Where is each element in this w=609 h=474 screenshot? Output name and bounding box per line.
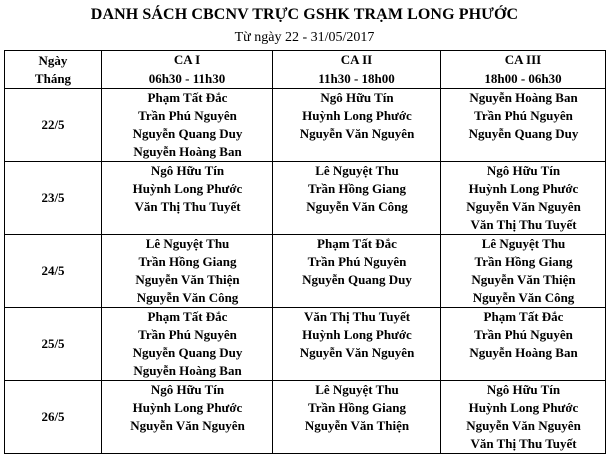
staff-name: Lê Nguyệt Thu (315, 382, 399, 397)
shift-2-staff-cell (273, 235, 441, 254)
shift-1-staff-cell (102, 107, 273, 125)
shift-1-staff-cell (102, 308, 273, 327)
staff-name: Nguyễn Hoàng Ban (133, 363, 242, 378)
page-title: DANH SÁCH CBCNV TRỰC GSHK TRẠM LONG PHƯỚC (90, 6, 519, 23)
staff-name: Huỳnh Long Phước (468, 400, 579, 415)
staff-name: Văn Thị Thu Tuyết (470, 436, 577, 451)
shift-1-staff-cell (102, 143, 273, 162)
staff-name: Phạm Tất Đắc (483, 309, 564, 324)
date-cell: 25/5 (5, 308, 102, 381)
staff-name: Trần Phú Nguyên (138, 108, 237, 123)
date-range-subtitle: Từ ngày 22 - 31/05/2017 (234, 30, 375, 45)
staff-name: Huỳnh Long Phước (468, 181, 579, 196)
staff-name: Nguyễn Văn Nguyên (299, 345, 415, 360)
date-cell: 26/5 (5, 381, 102, 454)
staff-name: Trần Phú Nguyên (138, 327, 237, 342)
shift-3-staff-cell (441, 198, 606, 216)
staff-name: Nguyễn Hoàng Ban (469, 90, 578, 105)
shift-2-name: CA II (273, 51, 441, 70)
shift-3-staff-cell (441, 344, 606, 362)
staff-name: Trần Phú Nguyên (307, 254, 407, 269)
shift-1-staff-cell (102, 271, 273, 289)
shift-3-staff-cell (441, 107, 606, 125)
staff-name: Lê Nguyệt Thu (145, 236, 230, 251)
staff-name: Nguyễn Quang Duy (302, 272, 412, 287)
staff-name: Nguyễn Văn Nguyên (466, 199, 581, 214)
staff-name: Ngô Hữu Tín (150, 382, 225, 397)
shift-1-staff-cell (102, 216, 273, 235)
staff-name: Trần Hồng Giang (307, 400, 406, 415)
shift-1-staff-cell (102, 235, 273, 254)
staff-name: Trần Phú Nguyên (474, 327, 573, 342)
staff-name: Trần Hồng Giang (474, 254, 573, 269)
shift-2-staff-cell (273, 417, 441, 435)
shift-1-staff-cell (102, 198, 273, 216)
shift-2-staff-cell (273, 216, 441, 235)
shift-1-staff-cell (102, 417, 273, 435)
shift-3-staff-cell (441, 308, 606, 327)
shift-3-staff-cell (441, 326, 606, 344)
duty-schedule-table (4, 50, 606, 454)
shift-2-staff-cell (273, 162, 441, 181)
staff-name: Phạm Tất Đắc (317, 236, 397, 251)
shift-1-staff-cell (102, 289, 273, 308)
shift-2-staff-cell (273, 308, 441, 327)
shift-2-staff-cell (273, 253, 441, 271)
shift-1-staff-cell (102, 362, 273, 381)
staff-name: Nguyễn Văn Công (136, 290, 239, 305)
staff-name: Ngô Hữu Tín (150, 163, 225, 178)
staff-name: Nguyễn Hoàng Ban (133, 144, 242, 159)
shift-3-staff-cell (441, 362, 606, 381)
staff-name: Văn Thị Thu Tuyết (303, 309, 411, 324)
shift-2-staff-cell (273, 107, 441, 125)
staff-name: Phạm Tất Đắc (147, 90, 228, 105)
staff-name: Nguyễn Văn Nguyên (466, 418, 581, 433)
staff-name: Trần Hồng Giang (138, 254, 237, 269)
month-label: Tháng (34, 70, 72, 86)
shift-1-time: 06h30 - 11h30 (102, 69, 273, 89)
shift-3-name: CA III (441, 51, 606, 70)
shift-1-staff-cell (102, 125, 273, 143)
staff-name: Huỳnh Long Phước (132, 181, 243, 196)
staff-name: Nguyễn Văn Thiện (471, 272, 576, 287)
staff-name: Nguyễn Văn Thiện (304, 418, 410, 433)
schedule-body (5, 89, 606, 454)
shift-2-staff-cell (273, 344, 441, 362)
shift-2-staff-cell (273, 435, 441, 454)
staff-name: Nguyễn Quang Duy (468, 126, 579, 141)
staff-name: Lê Nguyệt Thu (315, 163, 399, 178)
shift-1-staff-cell (102, 381, 273, 400)
shift-3-staff-cell (441, 235, 606, 254)
shift-2-staff-cell (273, 362, 441, 381)
staff-name: Nguyễn Văn Nguyên (130, 418, 245, 433)
shift-2-staff-cell (273, 271, 441, 289)
shift-3-staff-cell (441, 143, 606, 162)
staff-name: Ngô Hữu Tín (320, 90, 394, 105)
staff-name: Nguyễn Văn Thiện (135, 272, 240, 287)
staff-name: Nguyễn Văn Công (306, 199, 408, 214)
shift-3-staff-cell (441, 125, 606, 143)
shift-2-staff-cell (273, 381, 441, 400)
shift-2-staff-cell (273, 89, 441, 108)
staff-name: Nguyễn Quang Duy (132, 126, 243, 141)
staff-name: Lê Nguyệt Thu (481, 236, 566, 251)
shift-2-time: 11h30 - 18h00 (273, 69, 441, 89)
table-row (5, 381, 606, 400)
date-cell: 23/5 (5, 162, 102, 235)
shift-2-staff-cell (273, 180, 441, 198)
shift-3-staff-cell (441, 399, 606, 417)
staff-name: Trần Phú Nguyên (474, 108, 573, 123)
header-row (5, 51, 606, 70)
table-row (5, 308, 606, 327)
date-cell: 24/5 (5, 235, 102, 308)
staff-name: Ngô Hữu Tín (486, 382, 561, 397)
staff-name: Nguyễn Văn Nguyên (299, 126, 415, 141)
staff-name: Nguyễn Văn Công (472, 290, 575, 305)
staff-name: Văn Thị Thu Tuyết (470, 217, 577, 232)
shift-1-staff-cell (102, 89, 273, 108)
staff-name: Văn Thị Thu Tuyết (134, 199, 241, 214)
shift-2-staff-cell (273, 289, 441, 308)
date-cell: 22/5 (5, 89, 102, 162)
staff-name: Huỳnh Long Phước (302, 327, 412, 342)
shift-1-staff-cell (102, 253, 273, 271)
shift-1-staff-cell (102, 162, 273, 181)
shift-2-staff-cell (273, 143, 441, 162)
shift-3-staff-cell (441, 253, 606, 271)
shift-3-time: 18h00 - 06h30 (441, 69, 606, 89)
staff-name: Ngô Hữu Tín (486, 163, 561, 178)
shift-3-staff-cell (441, 216, 606, 235)
staff-name: Huỳnh Long Phước (302, 108, 412, 123)
shift-1-staff-cell (102, 399, 273, 417)
shift-1-name: CA I (102, 51, 273, 70)
shift-1-staff-cell (102, 435, 273, 454)
shift-3-staff-cell (441, 381, 606, 400)
staff-name: Nguyễn Hoàng Ban (469, 345, 578, 360)
shift-1-staff-cell (102, 326, 273, 344)
shift-3-staff-cell (441, 435, 606, 454)
shift-3-staff-cell (441, 89, 606, 108)
shift-1-staff-cell (102, 180, 273, 198)
shift-1-staff-cell (102, 344, 273, 362)
staff-name: Nguyễn Quang Duy (132, 345, 243, 360)
day-label: Ngày (38, 52, 68, 68)
shift-2-staff-cell (273, 399, 441, 417)
shift-3-staff-cell (441, 162, 606, 181)
shift-2-staff-cell (273, 198, 441, 216)
shift-3-staff-cell (441, 271, 606, 289)
table-row (5, 89, 606, 108)
shift-3-staff-cell (441, 180, 606, 198)
shift-3-staff-cell (441, 289, 606, 308)
table-row (5, 162, 606, 181)
staff-name: Huỳnh Long Phước (132, 400, 243, 415)
shift-3-staff-cell (441, 417, 606, 435)
staff-name: Trần Hồng Giang (307, 181, 406, 196)
table-row (5, 235, 606, 254)
shift-2-staff-cell (273, 125, 441, 143)
staff-name: Phạm Tất Đắc (147, 309, 228, 324)
day-month-header (5, 51, 102, 89)
shift-2-staff-cell (273, 326, 441, 344)
